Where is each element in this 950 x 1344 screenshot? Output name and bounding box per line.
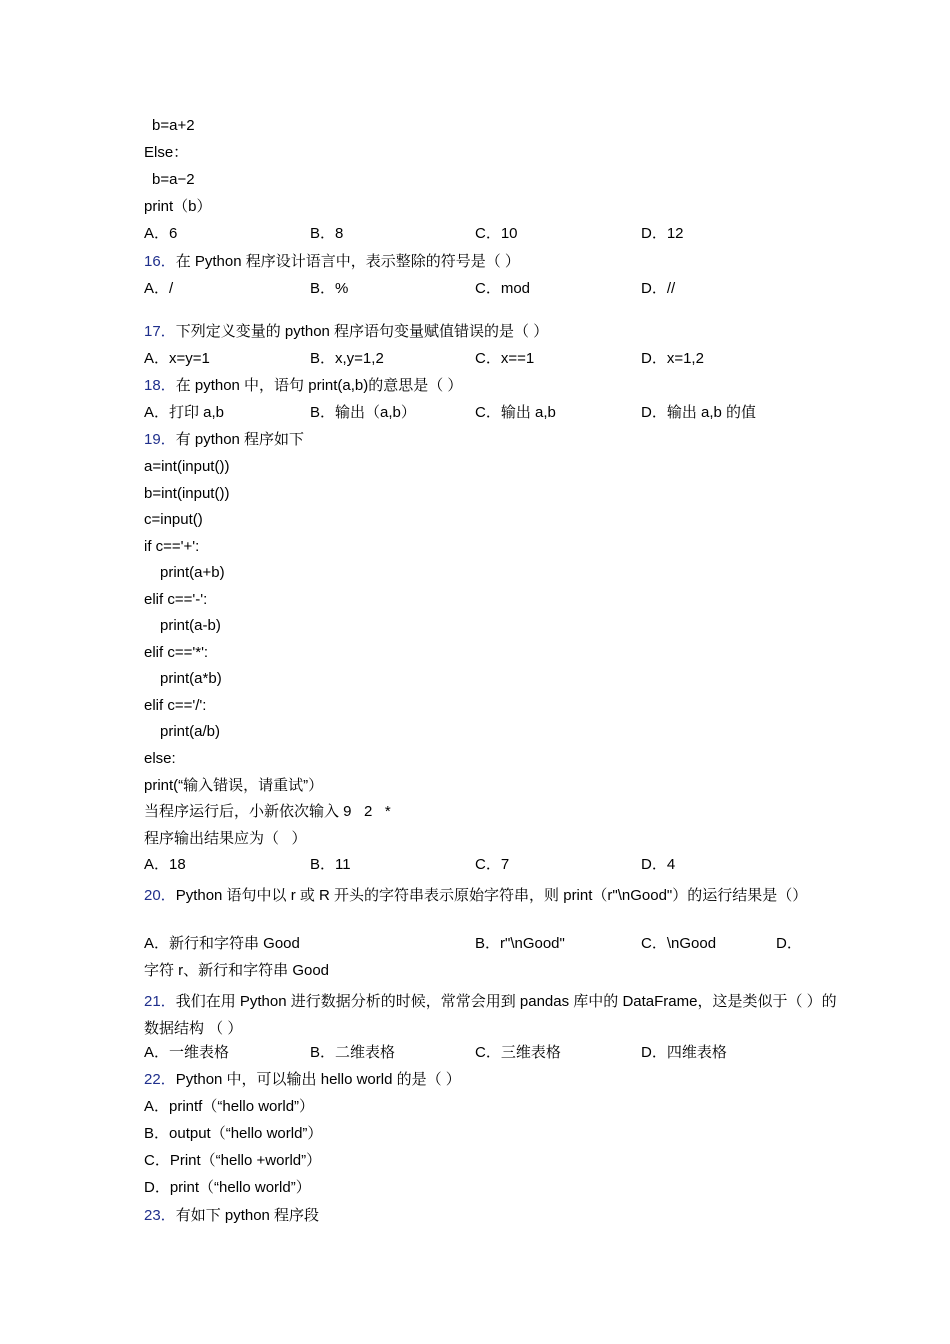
question-text: 在 Python 程序设计语言中，表示整除的符号是（ ） — [175, 253, 520, 270]
q16-options — [144, 279, 844, 299]
option-c: C．mod — [475, 280, 531, 297]
code-line: print(a-b) — [160, 617, 221, 634]
question-text: 下列定义变量的 python 程序语句变量赋值错误的是（ ） — [175, 323, 549, 340]
question-note: 程序输出结果应为（ ） — [144, 830, 307, 847]
option-b: B．输出（a,b） — [310, 404, 416, 421]
code-line: print(a/b) — [160, 723, 221, 740]
question-number: 19． — [144, 431, 176, 448]
option-d: D．4 — [641, 856, 676, 873]
option-a: A．一维表格 — [144, 1044, 230, 1061]
option-b: B．8 — [310, 225, 344, 242]
code-line: b=int(input()) — [144, 485, 230, 502]
q15-options — [144, 224, 844, 244]
option-c: C．输出 a,b — [475, 404, 556, 421]
q19-options — [144, 855, 844, 875]
code-line: elif c=='/': — [144, 697, 207, 714]
option-c: C．三维表格 — [475, 1044, 561, 1061]
question-number: 23． — [144, 1207, 176, 1224]
option-a: A．打印 a,b — [144, 404, 225, 421]
code-line: print（b） — [144, 198, 212, 215]
option-c: C．x==1 — [475, 350, 535, 367]
option-d: D． — [776, 935, 802, 952]
question-19 — [144, 430, 850, 450]
question-number: 18． — [144, 377, 176, 394]
question-number: 21． — [144, 993, 176, 1010]
option-d: D．print（“hello world”） — [144, 1179, 311, 1196]
question-text: 有如下 python 程序段 — [175, 1207, 320, 1224]
q21-options — [144, 1043, 844, 1063]
code-line: if c=='+': — [144, 538, 200, 555]
option-a: A．6 — [144, 225, 178, 242]
question-18 — [144, 376, 850, 396]
option-a: A．x=y=1 — [144, 350, 210, 367]
question-21 — [144, 988, 850, 1042]
question-text: Python 中，可以输出 hello world 的是（ ） — [175, 1071, 461, 1088]
option-d: D．四维表格 — [641, 1044, 727, 1061]
option-a: A．新行和字符串 Good — [144, 935, 300, 952]
option-c: C．\nGood — [641, 935, 717, 952]
option-d: D．输出 a,b 的值 — [641, 404, 757, 421]
question-text: 在 python 中，语句 print(a,b)的意思是（ ） — [175, 377, 463, 394]
question-22 — [144, 1070, 850, 1090]
question-text: 有 python 程序如下 — [175, 431, 305, 448]
question-20 — [144, 882, 850, 909]
code-line: else: — [144, 750, 176, 767]
code-line: elif c=='-': — [144, 591, 208, 608]
code-line: elif c=='*': — [144, 644, 209, 661]
option-c: C．10 — [475, 225, 518, 242]
question-number: 17． — [144, 323, 176, 340]
question-number: 22． — [144, 1071, 176, 1088]
option-d: D．12 — [641, 225, 684, 242]
option-b: B．二维表格 — [310, 1044, 396, 1061]
option-b: B．x,y=1,2 — [310, 350, 384, 367]
code-line: a=int(input()) — [144, 458, 230, 475]
question-text: 我们在用 Python 进行数据分析的时候，常常会用到 pandas 库中的 DataFrame，这是类似于（ ）的数据结构 （ ） — [144, 993, 837, 1037]
option-a: A．printf（“hello world”） — [144, 1098, 315, 1115]
question-note: 当程序运行后，小新依次输入 9 2 * — [144, 803, 391, 820]
code-line: b=a+2 — [152, 117, 195, 134]
question-number: 16． — [144, 253, 176, 270]
code-line: print(a*b) — [160, 670, 222, 687]
option-d: D．x=1,2 — [641, 350, 704, 367]
option-d-continuation: 字符 r、新行和字符串 Good — [144, 962, 330, 979]
option-b: B．output（“hello world”） — [144, 1125, 323, 1142]
q18-options — [144, 403, 844, 423]
question-16 — [144, 252, 850, 272]
q17-options — [144, 349, 844, 369]
option-a: A．/ — [144, 280, 174, 297]
code-line: print(“输入错误，请重试”） — [144, 777, 324, 794]
option-b: B．% — [310, 280, 349, 297]
option-b: B．r"\nGood" — [475, 935, 565, 952]
option-a: A．18 — [144, 856, 186, 873]
q20-options — [144, 934, 844, 954]
code-line: c=input() — [144, 511, 203, 528]
option-b: B．11 — [310, 856, 351, 873]
code-line: Else： — [144, 144, 189, 161]
option-c: C．Print（“hello +world”） — [144, 1152, 322, 1169]
question-text: Python 语句中以 r 或 R 开头的字符串表示原始字符串，则 print（r"\nGood"）的运行结果是（） — [175, 887, 808, 904]
option-c: C．7 — [475, 856, 510, 873]
question-17 — [144, 322, 850, 342]
code-line: print(a+b) — [160, 564, 225, 581]
code-line: b=a−2 — [152, 171, 195, 188]
question-number: 20． — [144, 887, 176, 904]
question-23 — [144, 1206, 850, 1226]
option-d: D．// — [641, 280, 676, 297]
